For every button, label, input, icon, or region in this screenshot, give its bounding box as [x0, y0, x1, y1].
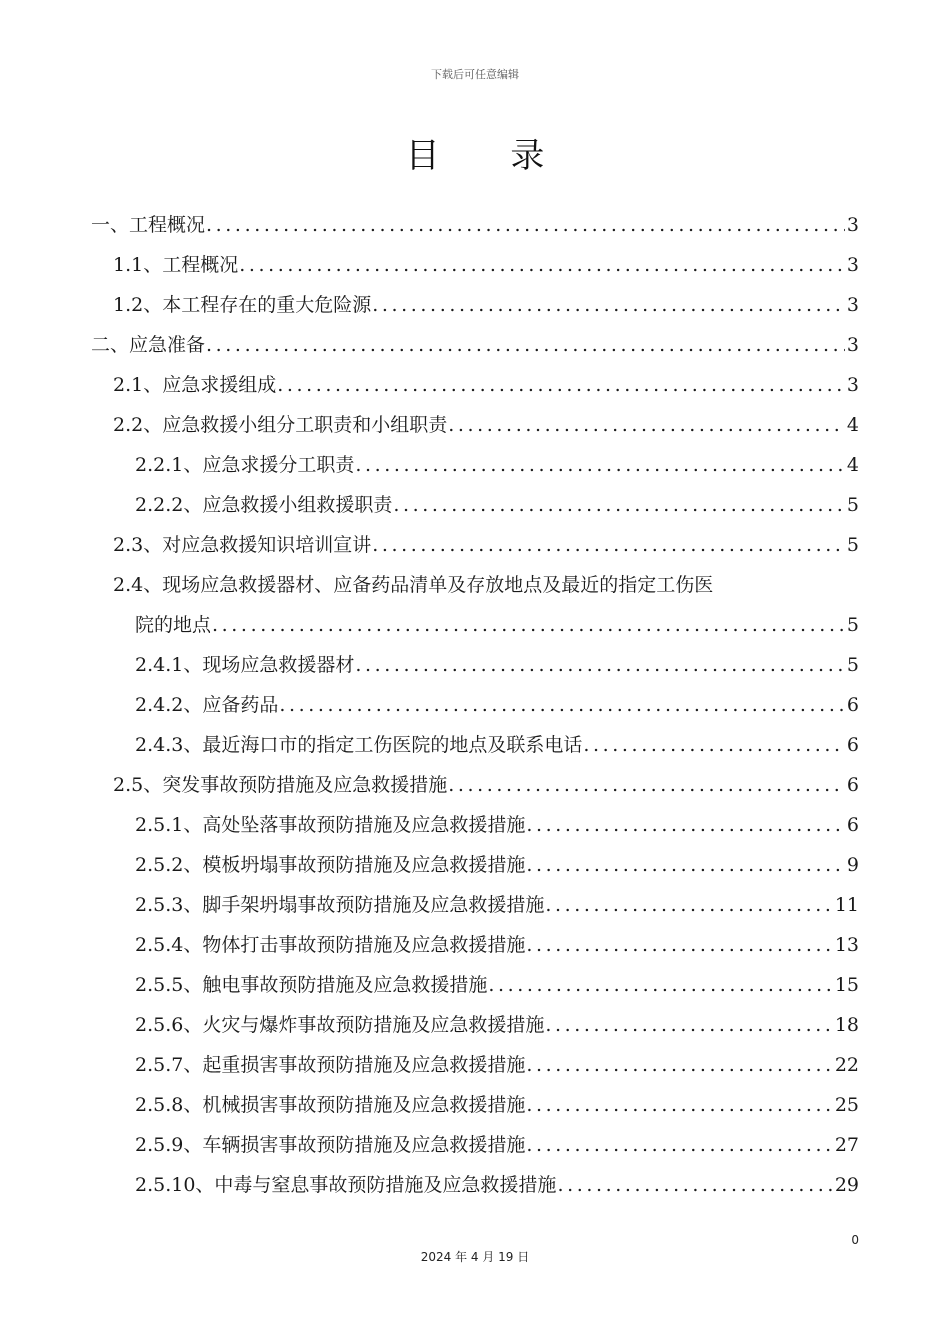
toc-entry-continuation[interactable] [135, 605, 859, 645]
toc-leader-dots [206, 325, 845, 365]
toc-entry-label: 2.5.2、模板坍塌事故预防措施及应急救援措施 [135, 854, 526, 876]
toc-entry-page: 6 [846, 734, 859, 756]
toc-entry-label: 2.3、对应急救援知识培训宣讲 [113, 534, 372, 556]
toc-entry[interactable] [113, 765, 859, 805]
toc-entry[interactable] [135, 885, 859, 925]
toc-entry-page: 5 [846, 614, 859, 636]
toc-entry-page: 3 [846, 374, 859, 396]
toc-entry-label: 2.5.3、脚手架坍塌事故预防措施及应急救援措施 [135, 894, 545, 916]
toc-leader-dots [372, 525, 845, 565]
toc-entry[interactable] [135, 965, 859, 1005]
page-number: 0 [851, 1233, 859, 1247]
toc-entry-page: 6 [846, 694, 859, 716]
toc-leader-dots [277, 365, 845, 405]
toc-leader-dots [355, 445, 845, 485]
toc-leader-dots [526, 1125, 832, 1165]
toc-entry-page: 6 [846, 814, 859, 836]
toc-entry[interactable] [135, 1005, 859, 1045]
toc-entry[interactable] [91, 205, 859, 245]
toc-entry-label: 2.4.3、最近海口市的指定工伤医院的地点及联系电话 [135, 734, 583, 756]
toc-entry[interactable] [113, 525, 859, 565]
toc-leader-dots [526, 805, 845, 845]
toc-leader-dots [279, 685, 845, 725]
toc-leader-dots [206, 205, 845, 245]
toc-leader-dots [488, 965, 832, 1005]
toc-leader-dots [583, 725, 845, 765]
toc-entry-label: 1.1、工程概况 [113, 254, 239, 276]
toc-entry-label: 2.5、突发事故预防措施及应急救援措施 [113, 774, 448, 796]
toc-entry[interactable] [113, 405, 859, 445]
toc-entry-label: 2.5.6、火灾与爆炸事故预防措施及应急救援措施 [135, 1014, 545, 1036]
toc-entry-label: 2.5.7、起重损害事故预防措施及应急救援措施 [135, 1054, 526, 1076]
toc-leader-dots [557, 1165, 832, 1205]
toc-entry-page: 25 [834, 1094, 859, 1116]
header-note: 下载后可任意编辑 [431, 68, 519, 81]
toc-entry[interactable] [135, 805, 859, 845]
toc-entry[interactable] [135, 845, 859, 885]
footer-date: 2024 年 4 月 19 日 [420, 1250, 530, 1264]
toc-entry-label: 2.5.1、高处坠落事故预防措施及应急救援措施 [135, 814, 526, 836]
toc-entry-page: 5 [846, 494, 859, 516]
toc-entry-page: 29 [834, 1174, 859, 1196]
toc-leader-dots [355, 645, 845, 685]
toc-entry-page: 6 [846, 774, 859, 796]
toc-entry-page: 3 [846, 214, 859, 236]
page-title: 目 录 [405, 136, 575, 176]
toc-leader-dots [212, 605, 845, 645]
toc-leader-dots [545, 1005, 832, 1045]
toc-entry-label: 2.5.10、中毒与窒息事故预防措施及应急救援措施 [135, 1174, 557, 1196]
toc-entry-label-continued: 院的地点 [135, 614, 212, 636]
toc-entry-page: 15 [834, 974, 859, 996]
toc-entry[interactable] [135, 485, 859, 525]
toc-entry-page: 5 [846, 654, 859, 676]
toc-entry-label: 二、应急准备 [91, 334, 206, 356]
toc-leader-dots [448, 765, 845, 805]
toc-entry-page: 18 [834, 1014, 859, 1036]
toc-leader-dots [448, 405, 845, 445]
toc-entry[interactable] [135, 1045, 859, 1085]
toc-entry-page: 9 [846, 854, 859, 876]
toc-leader-dots [372, 285, 845, 325]
toc-entry[interactable] [135, 685, 859, 725]
toc-entry[interactable] [113, 365, 859, 405]
toc-entry-label: 一、工程概况 [91, 214, 206, 236]
toc-leader-dots [545, 885, 832, 925]
toc-entry-label: 2.5.4、物体打击事故预防措施及应急救援措施 [135, 934, 526, 956]
toc-entry-page: 13 [834, 934, 859, 956]
toc-entry[interactable] [113, 245, 859, 285]
toc-leader-dots [526, 925, 832, 965]
toc-entry-page: 3 [846, 294, 859, 316]
toc-leader-dots [526, 1085, 832, 1125]
toc-entry[interactable] [135, 725, 859, 765]
toc-entry-label: 2.4.1、现场应急救援器材 [135, 654, 355, 676]
toc-leader-dots [526, 845, 845, 885]
toc-entry-label: 2.2.2、应急救援小组救援职责 [135, 494, 393, 516]
toc-entry-label: 2.4.2、应备药品 [135, 694, 279, 716]
toc-entry-page: 3 [846, 334, 859, 356]
toc-entry[interactable] [135, 445, 859, 485]
toc-entry[interactable] [135, 1165, 859, 1205]
toc-entry-page: 3 [846, 254, 859, 276]
toc-entry[interactable] [135, 1125, 859, 1165]
toc-entry-page: 27 [834, 1134, 859, 1156]
toc-entry-label: 2.2.1、应急求援分工职责 [135, 454, 355, 476]
toc-entry-wrapped[interactable] [113, 565, 859, 605]
toc-entry-label: 2.5.8、机械损害事故预防措施及应急救援措施 [135, 1094, 526, 1116]
toc-entry-page: 11 [834, 894, 859, 916]
toc-entry-page: 4 [846, 454, 859, 476]
toc-entry[interactable] [91, 325, 859, 365]
toc-entry[interactable] [135, 1085, 859, 1125]
toc-leader-dots [393, 485, 845, 525]
toc-entry-page: 22 [834, 1054, 859, 1076]
toc-entry-page: 4 [846, 414, 859, 436]
toc-entry-label: 2.2、应急救援小组分工职责和小组职责 [113, 414, 448, 436]
toc-leader-dots [526, 1045, 832, 1085]
toc-entry[interactable] [135, 925, 859, 965]
toc-leader-dots [239, 245, 845, 285]
toc-entry[interactable] [113, 285, 859, 325]
toc-entry-label: 1.2、本工程存在的重大危险源 [113, 294, 372, 316]
toc-entry[interactable] [135, 645, 859, 685]
toc-entry-page: 5 [846, 534, 859, 556]
toc-entry-label: 2.5.5、触电事故预防措施及应急救援措施 [135, 974, 488, 996]
toc-entry-label: 2.1、应急求援组成 [113, 374, 277, 396]
toc-entry-label: 2.5.9、车辆损害事故预防措施及应急救援措施 [135, 1134, 526, 1156]
toc-entry-label: 2.4、现场应急救援器材、应备药品清单及存放地点及最近的指定工伤医 [113, 574, 714, 596]
